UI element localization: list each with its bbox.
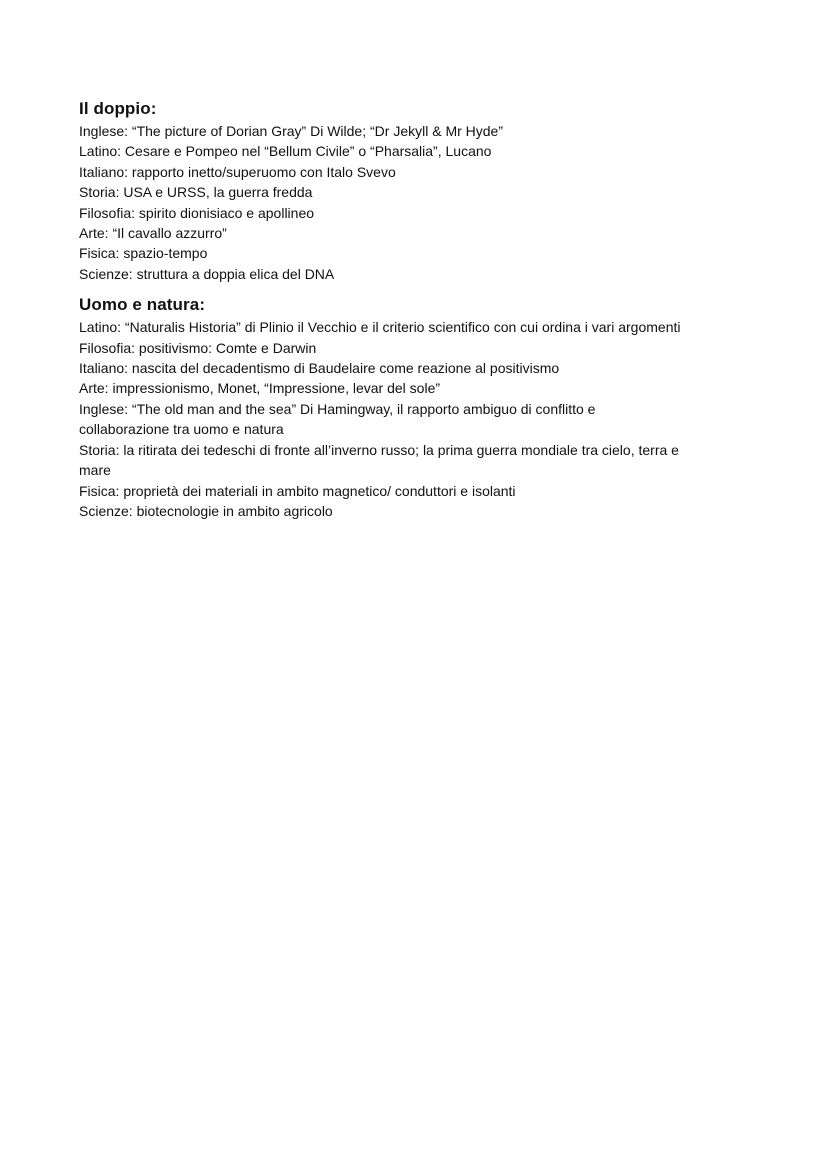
entry-filosofia: Filosofia: spirito dionisiaco e apollineo — [79, 204, 315, 221]
section-uomo-e-natura — [79, 294, 779, 521]
section-title: Uomo e natura: — [79, 295, 206, 315]
document-page — [79, 98, 779, 521]
entry-italiano: Italiano: nascita del decadentismo di Baudelaire come reazione al positivismo — [79, 360, 560, 377]
entry-scienze: Scienze: biotecnologie in ambito agricolo — [79, 502, 333, 519]
entry-fisica: Fisica: proprietà dei materiali in ambito magnetico/ conduttori e isolanti — [79, 482, 516, 499]
entry-inglese: Inglese: “The picture of Dorian Gray” Di Wilde; “Dr Jekyll & Mr Hyde” — [79, 123, 503, 139]
entry-storia: Storia: USA e URSS, la guerra fredda — [79, 184, 313, 201]
entry-latino: Latino: Cesare e Pompeo nel “Bellum Civile” o “Pharsalia”, Lucano — [79, 143, 492, 160]
entry-storia-continued: mare — [79, 462, 111, 479]
entry-storia: Storia: la ritirata dei tedeschi di fronte all’inverno russo; la prima guerra mondiale tra cielo, terra e — [79, 441, 679, 458]
entry-arte: Arte: impressionismo, Monet, “Impressione, levar del sole” — [79, 380, 441, 397]
entry-inglese: Inglese: “The old man and the sea” Di Hamingway, il rapporto ambiguo di conflitto e — [79, 400, 596, 417]
entry-fisica: Fisica: spazio-tempo — [79, 245, 208, 262]
entry-latino: Latino: “Naturalis Historia” di Plinio il Vecchio e il criterio scientifico con cui ordina i vari argomenti — [79, 319, 681, 336]
entry-filosofia: Filosofia: positivismo: Comte e Darwin — [79, 339, 317, 356]
entry-arte: Arte: “Il cavallo azzurro” — [79, 225, 227, 242]
section-title: Il doppio: — [79, 99, 157, 118]
entry-italiano: Italiano: rapporto inetto/superuomo con Italo Svevo — [79, 163, 396, 180]
entry-inglese-continued: collaborazione tra uomo e natura — [79, 421, 284, 438]
section-il-doppio — [79, 98, 779, 284]
entry-scienze: Scienze: struttura a doppia elica del DNA — [79, 265, 335, 282]
